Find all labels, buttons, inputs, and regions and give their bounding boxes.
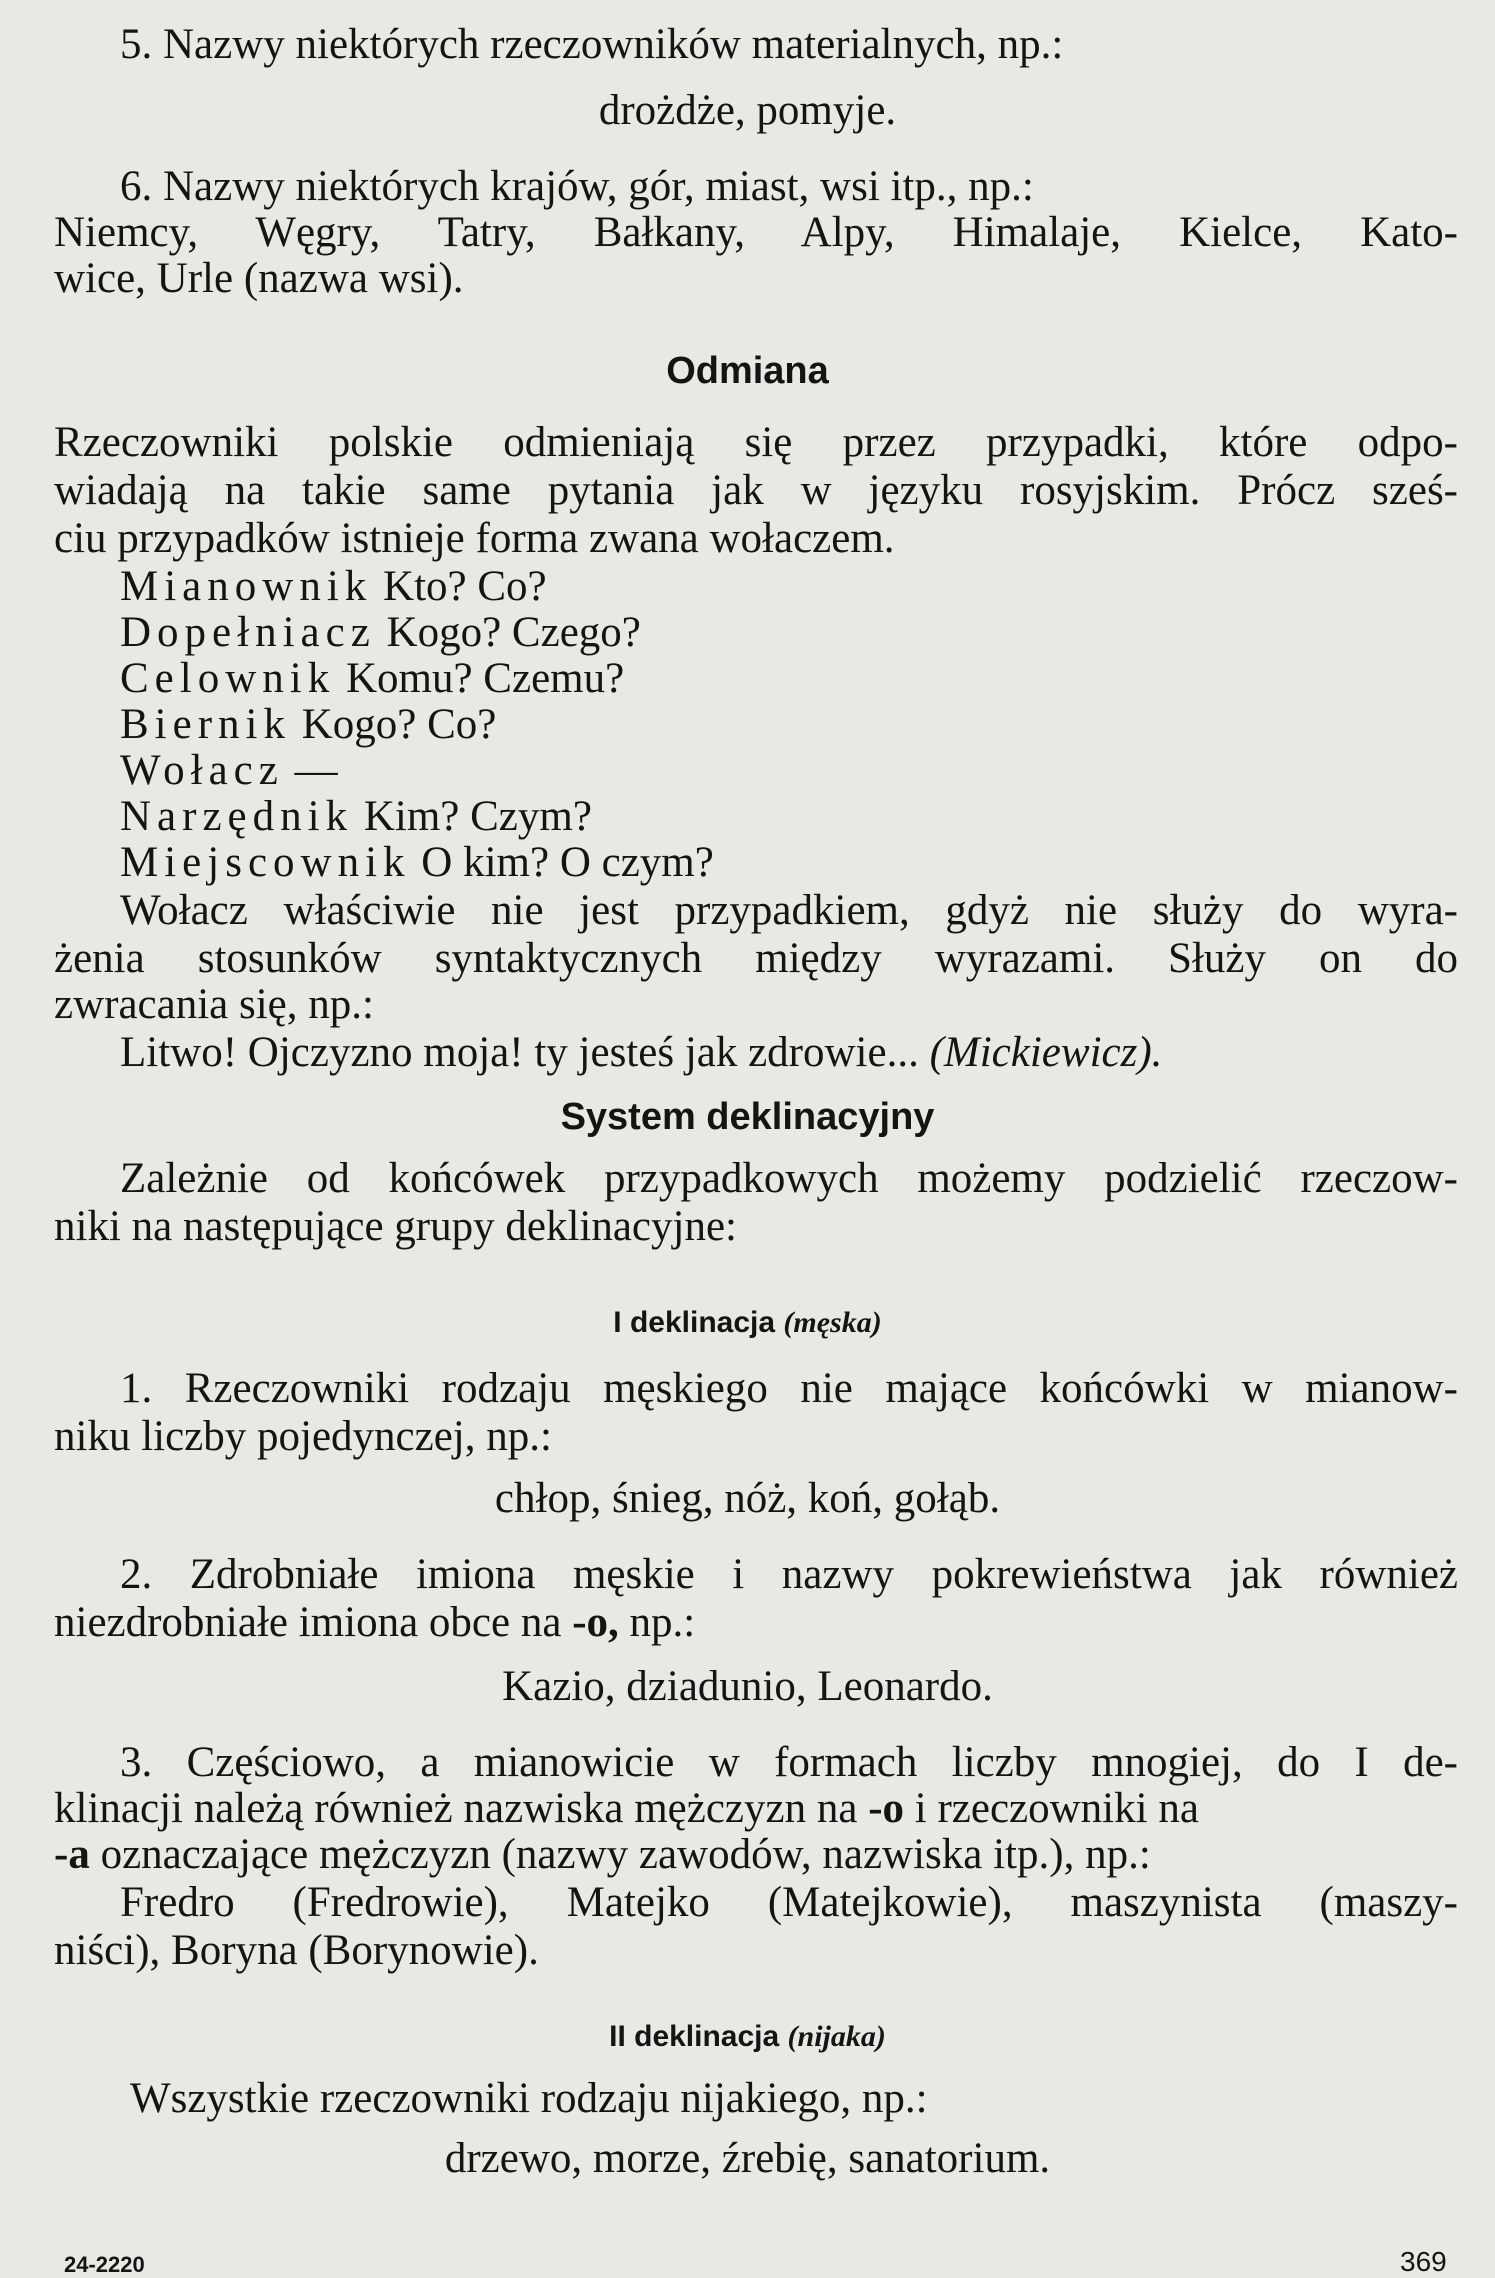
text-line: wice, Urle (nazwa wsi).: [54, 255, 464, 302]
text-line: żenia stosunków syntaktycznych między wyrazami. Służy on do: [54, 935, 1458, 982]
text-line: ciu przypadków istnieje forma zwana wołaczem.: [54, 515, 895, 562]
quote-author: (Mickiewicz).: [929, 1029, 1163, 1076]
case-name: Wołacz: [120, 747, 284, 794]
quote-line: [120, 1028, 1495, 1078]
text-span: klinacji należą również nazwiska mężczyzn na: [54, 1785, 869, 1832]
case-name: Narzędnik: [120, 793, 354, 840]
subheading-gender: (męska): [783, 1306, 882, 1339]
case-question: Kogo? Co?: [301, 701, 497, 748]
ending-bold: -o: [868, 1785, 905, 1832]
text-line: niki na następujące grupy deklinacyjne:: [54, 1203, 737, 1250]
printer-signature: 24-2220: [64, 2252, 145, 2277]
text-line: [54, 1830, 1495, 1880]
case-row: [120, 654, 1495, 704]
case-name: Mianownik: [120, 563, 373, 610]
example-line: Kazio, dziadunio, Leonardo.: [502, 1663, 993, 1710]
text-span: niezdrobniałe imiona obce na: [54, 1599, 573, 1646]
text-span: i rzeczowniki na: [904, 1785, 1199, 1832]
text-line: zwracania się, np.:: [54, 981, 374, 1028]
text-line: niści), Boryna (Borynowie).: [54, 1927, 539, 1974]
text-line: wiadają na takie same pytania jak w języku rosyjskim. Prócz sześ-: [54, 467, 1458, 514]
text-line: 3. Częściowo, a mianowicie w formach liczby mnogiej, do I de-: [120, 1739, 1458, 1786]
text-line: Fredro (Fredrowie), Matejko (Matejkowie), maszynista (maszy-: [120, 1879, 1458, 1926]
ending-bold: -a: [54, 1831, 90, 1878]
text-line: 2. Zdrobniałe imiona męskie i nazwy pokrewieństwa jak również: [120, 1551, 1458, 1598]
case-row: [120, 562, 1495, 612]
case-name: Miejscownik: [120, 839, 411, 886]
text-span: np.:: [618, 1599, 696, 1646]
case-question: O kim? O czym?: [421, 839, 714, 886]
case-question: Kto? Co?: [383, 563, 547, 610]
text-line: Wołacz właściwie nie jest przypadkiem, gdyż nie służy do wyra-: [120, 887, 1458, 934]
text-line: Zależnie od końcówek przypadkowych możemy podzielić rzeczow-: [120, 1155, 1458, 1202]
case-name: Biernik: [120, 701, 291, 748]
subheading-ii-deklinacja: [0, 2012, 1495, 2062]
text-line: niku liczby pojedynczej, np.:: [54, 1413, 552, 1460]
case-question: Kogo? Czego?: [386, 609, 641, 656]
text-line: [54, 1784, 1458, 1834]
case-question: Komu? Czemu?: [345, 655, 625, 702]
text-line: Niemcy, Węgry, Tatry, Bałkany, Alpy, Himalaje, Kielce, Kato-: [54, 209, 1458, 256]
subheading-text: I deklinacja: [613, 1306, 784, 1339]
text-span: oznaczające mężczyzn (nazwy zawodów, nazwiska itp.), np.:: [89, 1831, 1151, 1878]
text-line: Wszystkie rzeczowniki rodzaju nijakiego, np.:: [130, 2075, 928, 2122]
case-row: [120, 746, 1495, 796]
subheading-i-deklinacja: [0, 1298, 1495, 1348]
case-question: Kim? Czym?: [363, 793, 592, 840]
text-line: 6. Nazwy niektórych krajów, gór, miast, wsi itp., np.:: [120, 163, 1034, 210]
case-name: Celownik: [120, 655, 336, 702]
subheading-text: II deklinacja: [609, 2020, 788, 2053]
subheading-gender: (nijaka): [787, 2020, 886, 2053]
case-row: [120, 838, 1495, 888]
case-row: [120, 792, 1495, 842]
text-line: 1. Rzeczowniki rodzaju męskiego nie mające końcówki w mianow-: [120, 1365, 1458, 1412]
page-number: 369: [1400, 2246, 1447, 2277]
ending-bold: -o,: [572, 1599, 619, 1646]
case-row: [120, 608, 1495, 658]
section-heading-odmiana: Odmiana: [666, 350, 829, 392]
case-row: [120, 700, 1495, 750]
example-line: drzewo, morze, źrebię, sanatorium.: [444, 2135, 1051, 2182]
example-line: drożdże, pomyje.: [598, 87, 897, 134]
case-name: Dopełniacz: [120, 609, 376, 656]
quote-text: Litwo! Ojczyzno moja! ty jesteś jak zdrowie...: [120, 1029, 930, 1076]
case-question: —: [294, 747, 338, 794]
text-line: Rzeczowniki polskie odmieniają się przez przypadki, które odpo-: [54, 419, 1458, 466]
section-heading-system: System deklinacyjny: [560, 1096, 935, 1138]
example-line: chłop, śnieg, nóż, koń, gołąb.: [494, 1475, 1001, 1522]
text-line: [54, 1598, 1495, 1648]
text-line: 5. Nazwy niektórych rzeczowników materialnych, np.:: [120, 21, 1064, 68]
